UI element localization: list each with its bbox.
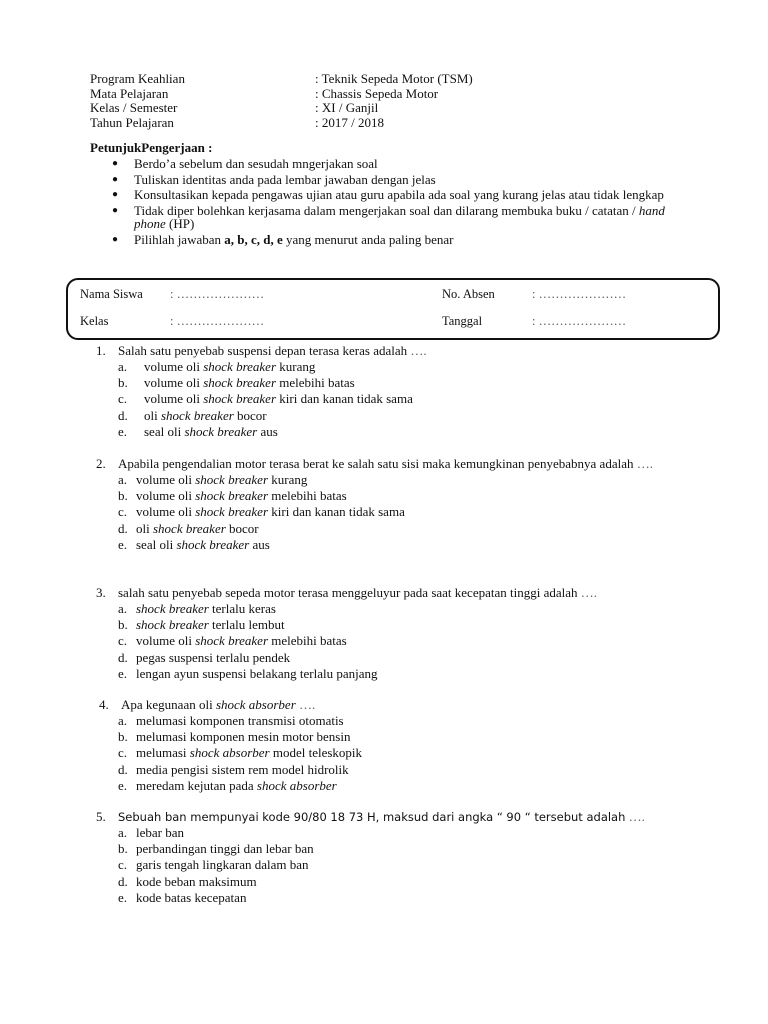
option-list: [99, 713, 719, 794]
question-number: 1.: [96, 343, 106, 358]
option-item[interactable]: b. perbandingan tinggi dan lebar ban: [118, 841, 314, 857]
question-4: [99, 697, 719, 794]
bullet-icon: ●: [112, 189, 119, 201]
name-label: Nama Siswa: [80, 287, 143, 301]
option-item[interactable]: a. volume oli shock breaker kurang: [118, 472, 308, 487]
question-stem: 3. salah satu penyebab sepeda motor terasa menggeluyur pada saat kecepatan tinggi adalah ….: [96, 585, 598, 600]
option-item[interactable]: a. lebar ban: [118, 825, 185, 840]
name-field[interactable]: : …………………: [170, 287, 265, 301]
option-item[interactable]: c. volume oli shock breaker kiri dan kanan tidak sama: [118, 391, 413, 407]
question-stem: 1. Salah satu penyebab suspensi depan terasa keras adalah ….: [96, 343, 427, 358]
question-number: 5.: [96, 809, 106, 824]
option-item[interactable]: e. meredam kejutan pada shock absorber: [118, 777, 337, 793]
option-item[interactable]: b. melumasi komponen mesin motor bensin: [118, 729, 351, 745]
absen-label: No. Absen: [442, 287, 495, 301]
info-value: : Teknik Sepeda Motor (TSM): [315, 71, 473, 86]
info-row-year: [90, 116, 590, 131]
instruction-item: ● Pilihlah jawaban a, b, c, d, e yang menurut anda paling benar: [112, 231, 454, 247]
info-value: : 2017 / 2018: [315, 115, 384, 131]
student-identity-box: [66, 278, 720, 340]
bullet-icon: ●: [112, 204, 119, 216]
question-number: 2.: [96, 456, 106, 471]
info-value: : XI / Ganjil: [315, 100, 379, 116]
option-list: [96, 601, 716, 682]
question-5: [96, 809, 716, 906]
class-label: Kelas: [80, 314, 109, 328]
date-field[interactable]: : …………………: [532, 314, 627, 328]
bullet-icon: ●: [112, 173, 119, 185]
question-3: [96, 585, 716, 682]
option-item[interactable]: c. volume oli shock breaker melebihi batas: [118, 633, 347, 649]
instruction-item: ● Tidak diper bolehkan kerjasama dalam mengerjakan soal dan dilarang membuka buku / catatan / hand phone (HP): [112, 202, 665, 232]
option-item[interactable]: b. volume oli shock breaker melebihi batas: [118, 488, 347, 504]
option-item[interactable]: b. shock breaker terlalu lembut: [118, 617, 285, 633]
option-item[interactable]: c. volume oli shock breaker kiri dan kanan tidak sama: [118, 504, 405, 520]
info-row-class: [90, 101, 590, 116]
info-label: Tahun Pelajaran: [90, 115, 174, 131]
option-item[interactable]: a. volume oli shock breaker kurang: [118, 359, 316, 374]
option-list: [96, 825, 716, 906]
question-2: [96, 456, 716, 553]
info-label: Kelas / Semester: [90, 100, 178, 116]
instructions: [90, 140, 690, 249]
option-list: [96, 359, 716, 440]
option-item[interactable]: b. volume oli shock breaker melebihi batas: [118, 375, 355, 391]
option-item[interactable]: d. pegas suspensi terlalu pendek: [118, 649, 291, 665]
absen-field[interactable]: : …………………: [532, 287, 627, 301]
exam-info: [90, 72, 590, 131]
option-item[interactable]: e. lengan ayun suspensi belakang terlalu panjang: [118, 665, 378, 681]
bullet-icon: ●: [112, 233, 119, 245]
option-item[interactable]: d. oli shock breaker bocor: [118, 407, 267, 423]
instructions-title: PetunjukPengerjaan :: [90, 140, 213, 155]
info-label: Mata Pelajaran: [90, 85, 169, 101]
info-row-subject: [90, 87, 590, 102]
instruction-item: ● Konsultasikan kepada pengawas ujian atau guru apabila ada soal yang kurang jelas atau tidak lengkap: [112, 187, 664, 203]
question-1: [96, 343, 716, 440]
question-stem: 2. Apabila pengendalian motor terasa berat ke salah satu sisi maka kemungkinan penyebabnya adalah ….: [96, 456, 653, 471]
option-item[interactable]: a. melumasi komponen transmisi otomatis: [118, 713, 344, 728]
info-value: : Chassis Sepeda Motor: [315, 85, 439, 101]
option-item[interactable]: d. kode beban maksimum: [118, 873, 257, 889]
instruction-item: ● Berdo’a sebelum dan sesudah mngerjakan soal: [112, 156, 378, 171]
class-field[interactable]: : …………………: [170, 314, 265, 328]
question-number: 4.: [99, 697, 109, 712]
info-label: Program Keahlian: [90, 71, 185, 86]
info-row-program: [90, 72, 590, 87]
option-item[interactable]: d. oli shock breaker bocor: [118, 520, 259, 536]
option-item[interactable]: c. garis tengah lingkaran dalam ban: [118, 857, 309, 873]
question-stem: 5. Sebuah ban mempunyai kode 90/80 18 73 H, maksud dari angka “ 90 “ tersebut adalah ….: [96, 809, 645, 824]
question-stem: 4. Apa kegunaan oli shock absorber ….: [99, 697, 316, 712]
option-item[interactable]: d. media pengisi sistem rem model hidrolik: [118, 761, 349, 777]
date-label: Tanggal: [442, 314, 483, 328]
question-number: 3.: [96, 585, 106, 600]
option-item[interactable]: c. melumasi shock absorber model teleskopik: [118, 745, 363, 761]
option-item[interactable]: e. seal oli shock breaker aus: [118, 423, 278, 439]
instruction-item: ● Tuliskan identitas anda pada lembar jawaban dengan jelas: [112, 171, 436, 187]
bullet-icon: ●: [112, 158, 119, 169]
option-item[interactable]: e. kode batas kecepatan: [118, 889, 247, 905]
instructions-list: [90, 157, 690, 247]
option-item[interactable]: a. shock breaker terlalu keras: [118, 601, 276, 616]
option-item[interactable]: e. seal oli shock breaker aus: [118, 536, 270, 552]
option-list: [96, 472, 716, 553]
